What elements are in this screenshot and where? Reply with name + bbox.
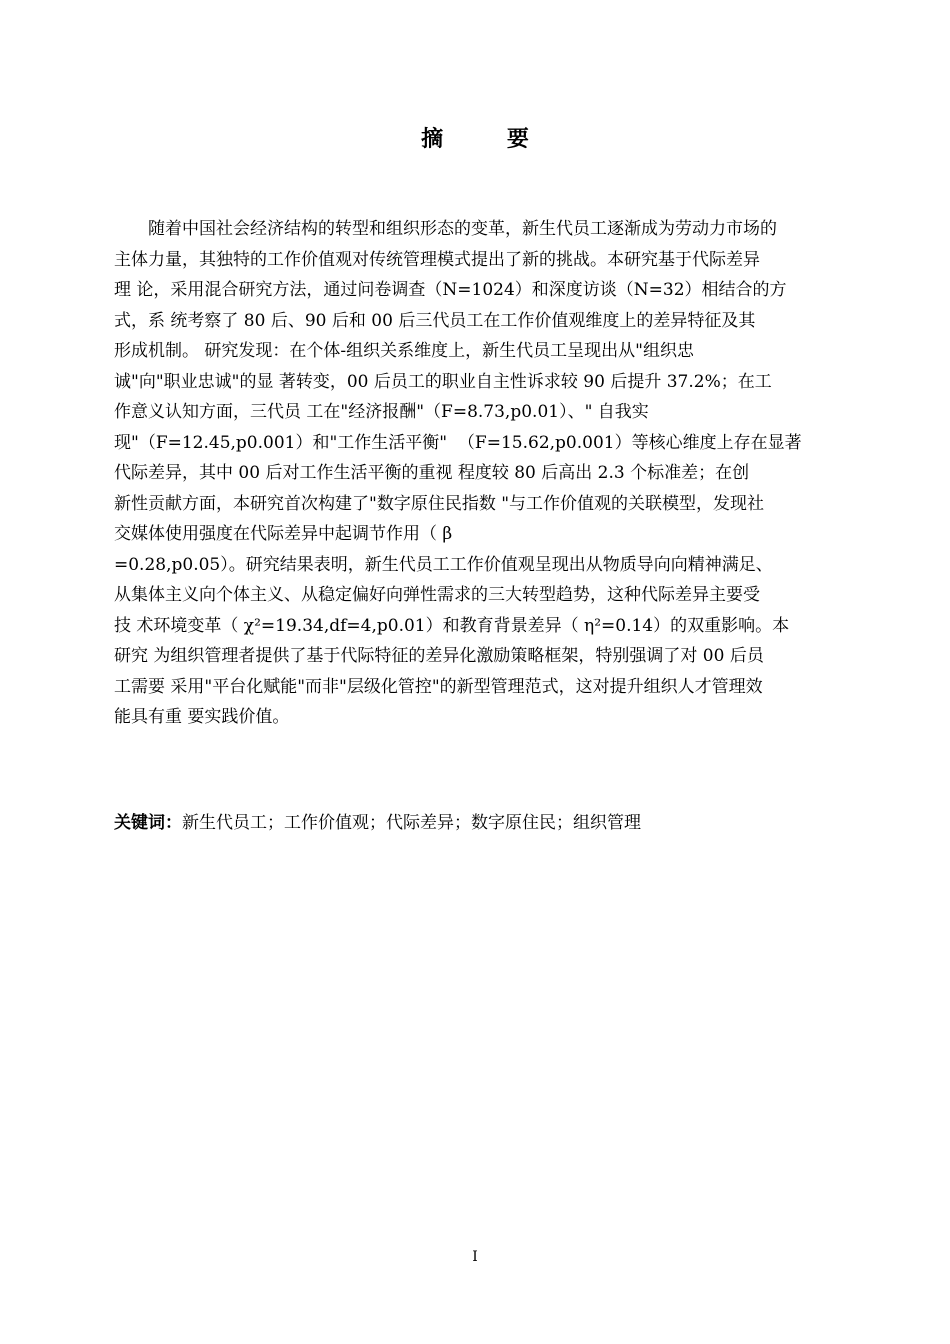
abstract-line: 主体力量，其独特的工作价值观对传统管理模式提出了新的挑战。本研究基于代际差异 bbox=[114, 249, 760, 270]
abstract-line: 工需要 采用"平台化赋能"而非"层级化管控"的新型管理范式，这对提升组织人才管理效 bbox=[114, 676, 763, 697]
abstract-line: 式，系 统考察了 80 后、90 后和 00 后三代员工在工作价值观维度上的差异特征及其 bbox=[114, 310, 756, 331]
abstract-line: 诚"向"职业忠诚"的显 著转变，00 后员工的职业自主性诉求较 90 后提升 37.2%；在工 bbox=[114, 371, 772, 392]
keywords-label: 关键词： bbox=[114, 813, 182, 833]
abstract-line: 代际差异，其中 00 后对工作生活平衡的重视 程度较 80 后高出 2.3 个标准差；在创 bbox=[114, 463, 750, 483]
abstract-line: 形成机制。 研究发现：在个体-组织关系维度上，新生代员工呈现出从"组织忠 bbox=[114, 341, 694, 361]
abstract-body bbox=[114, 214, 854, 733]
abstract-line: 研究 为组织管理者提供了基于代际特征的差异化激励策略框架，特别强调了对 00 后员 bbox=[114, 646, 764, 666]
abstract-line: 新性贡献方面，本研究首次构建了"数字原住民指数 "与工作价值观的关联模型，发现社 bbox=[114, 493, 765, 514]
abstract-line: 从集体主义向个体主义、从稳定偏好向弹性需求的三大转型趋势，这种代际差异主要受 bbox=[114, 585, 760, 605]
abstract-line: =0.28,p0.05）。研究结果表明，新生代员工工作价值观呈现出从物质导向向精神满足、 bbox=[114, 554, 773, 575]
page-number: I bbox=[472, 1249, 478, 1265]
abstract-line: 随着中国社会经济结构的转型和组织形态的变革，新生代员工逐渐成为劳动力市场的 bbox=[148, 219, 777, 239]
abstract-line: 技 术环境变革（ χ²=19.34,df=4,p0.01）和教育背景差异（ η²=0.14）的双重影响。本 bbox=[114, 615, 790, 636]
abstract-line: 现"（F=12.45,p0.001）和"工作生活平衡" （F=15.62,p0.001）等核心维度上存在显著 bbox=[114, 432, 802, 453]
keywords-line bbox=[114, 808, 641, 838]
abstract-line: 作意义认知方面，三代员 工在"经济报酬"（F=8.73,p0.01）、" 自我实 bbox=[114, 402, 649, 422]
keywords-text: 新生代员工；工作价值观；代际差异；数字原住民；组织管理 bbox=[182, 813, 641, 833]
abstract-line: 理 论，采用混合研究方法，通过问卷调查（N=1024）和深度访谈（N=32）相结合的方 bbox=[114, 280, 787, 300]
abstract-title: 摘 要 bbox=[421, 126, 557, 152]
abstract-line: 能具有重 要实践价值。 bbox=[114, 707, 290, 727]
abstract-line: 交媒体使用强度在代际差异中起调节作用（ β bbox=[114, 524, 453, 544]
